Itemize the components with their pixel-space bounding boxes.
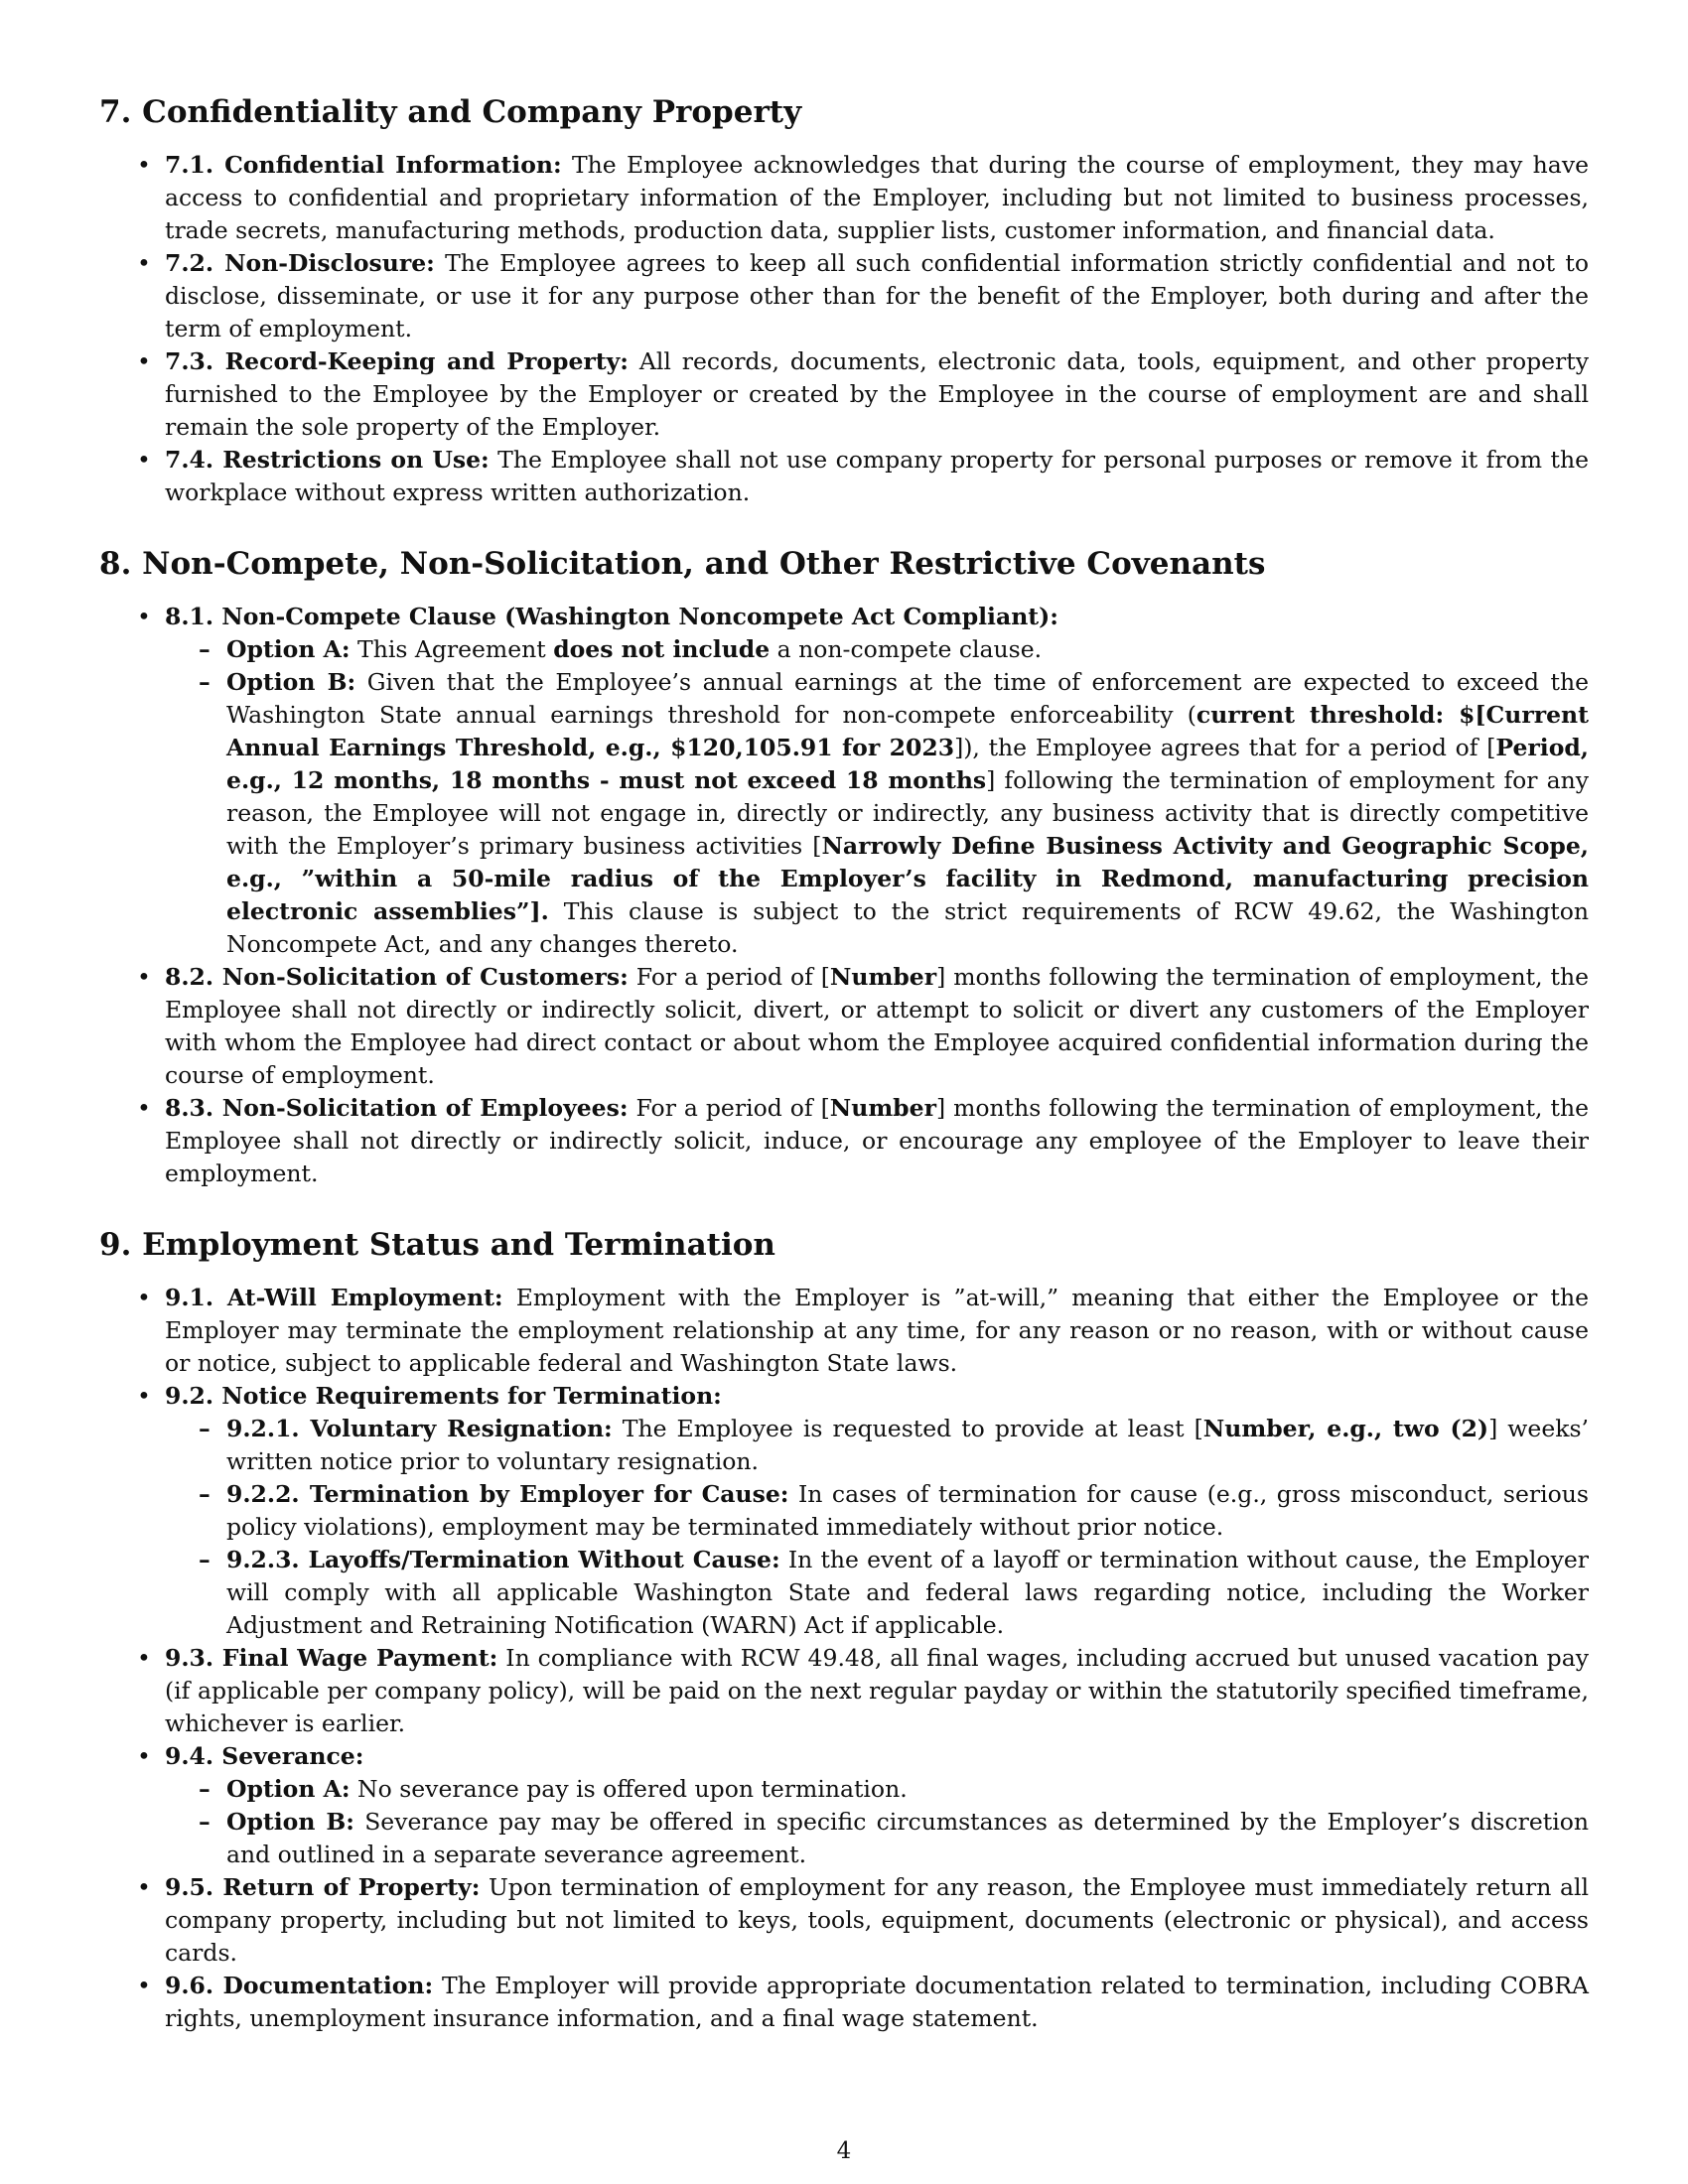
period-placeholder: Period, e.g., 12 months, 18 months - must not exceed 18 months — [226, 734, 1589, 794]
list-item — [99, 1970, 1589, 2035]
clause-9-4-label: 9.4. Severance: — [165, 1742, 364, 1770]
clause-9-2-2-label: 9.2.2. Termination by Employer for Cause: — [226, 1480, 789, 1508]
clause-9-5-label: 9.5. Return of Property: — [165, 1873, 481, 1901]
section-7-list — [99, 149, 1589, 509]
list-item — [99, 444, 1589, 509]
list-item — [99, 601, 1589, 961]
scope-placeholder: Narrowly Define Business Activity and Geographic Scope, e.g., ”within a 50-mile radius of the Employer’s facility in Redmond, manufacturing precision electronic assemblies”]. — [226, 832, 1589, 925]
sub-item — [165, 1413, 1589, 1478]
clause-9-2-1-text: The Employee is requested to provide at least [ — [612, 1415, 1203, 1442]
clause-8-1-options — [165, 633, 1589, 961]
option-a-label: Option A: — [226, 635, 351, 663]
list-item — [99, 1380, 1589, 1642]
clause-8-3-label: 8.3. Non-Solicitation of Employees: — [165, 1094, 629, 1122]
clause-9-1-text: Employment with the Employer is ”at-will,” meaning that either the Employee or the Employer may terminate the employment relationship at any time, for any reason or no reason, with or without cause or notice, subject to applicable federal and Washington State laws. — [165, 1284, 1589, 1377]
section-9-heading: 9. Employment Status and Termination — [99, 1227, 775, 1263]
clause-9-2-3-label: 9.2.3. Layoffs/Termination Without Cause: — [226, 1546, 780, 1573]
sub-item — [165, 1478, 1589, 1544]
clause-9-4-options — [165, 1773, 1589, 1871]
clause-9-1-label: 9.1. At-Will Employment: — [165, 1284, 503, 1311]
option-b — [165, 1806, 1589, 1871]
clause-9-3-label: 9.3. Final Wage Payment: — [165, 1644, 498, 1672]
list-item — [99, 149, 1589, 247]
option-b-text-4: This clause is subject to the strict requirements of RCW 49.62, the Washington Noncompete Act, and any changes thereto. — [226, 897, 1590, 958]
clause-7-4-label: 7.4. Restrictions on Use: — [165, 446, 490, 474]
section-7-heading: 7. Confidentiality and Company Property — [99, 94, 802, 130]
section-9-list — [99, 1282, 1589, 2035]
clause-9-2-2-text: In cases of termination for cause (e.g., gross misconduct, serious policy violations), employment may be terminated immediately without prior notice. — [226, 1480, 1589, 1541]
list-item — [99, 1642, 1589, 1740]
clause-9-5-text: Upon termination of employment for any reason, the Employee must immediately return all company property, including but not limited to keys, tools, equipment, documents (electronic or physical), and access cards. — [165, 1873, 1589, 1967]
clause-9-2-3-text: In the event of a layoff or termination without cause, the Employer will comply with all applicable Washington State and federal laws regarding notice, including the Worker Adjustment and Retraining Notification (WARN) Act if applicable. — [226, 1546, 1589, 1639]
section-8-list — [99, 601, 1589, 1190]
list-item — [99, 961, 1589, 1092]
clause-8-3-text-end: ] months following the termination of employment, the Employee shall not directly or indirectly solicit, induce, or encourage any employee of the Employer to leave their employment. — [165, 1094, 1589, 1187]
number-placeholder: Number — [829, 1094, 936, 1122]
option-b-text: Given that the Employee’s annual earnings at the time of enforcement are expected to exceed the Washington State annual earnings threshold for non-compete enforceability ( — [226, 668, 1589, 729]
option-b-text-3: ] following the termination of employment for any reason, the Employee will not engage in, directly or indirectly, any business activity that is directly competitive with the Employer’s primary business activities [ — [226, 766, 1590, 860]
clause-9-6-label: 9.6. Documentation: — [165, 1972, 434, 1999]
clause-7-3-label: 7.3. Record-Keeping and Property: — [165, 347, 629, 375]
clause-7-1-label: 7.1. Confidential Information: — [165, 151, 562, 179]
clause-9-3-text: In compliance with RCW 49.48, all final wages, including accrued but unused vacation pay (if applicable per company policy), will be paid on the next regular payday or within the statutorily specified timeframe, whichever is earlier. — [165, 1644, 1589, 1737]
clause-9-6-text: The Employer will provide appropriate documentation related to termination, including COBRA rights, unemployment insurance information, and a final wage statement. — [165, 1972, 1589, 2032]
clause-8-2-text: For a period of [ — [628, 963, 830, 991]
clause-8-2-label: 8.2. Non-Solicitation of Customers: — [165, 963, 629, 991]
clause-7-1-text: The Employee acknowledges that during the course of employment, they may have access to confidential and proprietary information of the Employer, including but not limited to business processes, trade secrets, manufacturing methods, production data, supplier lists, customer information, and financial data. — [165, 151, 1589, 244]
option-b-label: Option B: — [226, 668, 356, 696]
clause-9-2-label: 9.2. Notice Requirements for Termination: — [165, 1382, 722, 1410]
severance-option-b-label: Option B: — [226, 1808, 354, 1836]
clause-8-1-label: 8.1. Non-Compete Clause (Washington Noncompete Act Compliant): — [165, 603, 1058, 630]
list-item — [99, 1282, 1589, 1380]
clause-8-3-text: For a period of [ — [628, 1094, 830, 1122]
clause-9-2-1-label: 9.2.1. Voluntary Resignation: — [226, 1415, 613, 1442]
option-a-emphasis: does not include — [553, 635, 771, 663]
clause-8-2-text-end: ] months following the termination of employment, the Employee shall not directly or indirectly solicit, divert, or attempt to solicit or divert any customers of the Employer with whom the Employee had direct contact or about whom the Employee acquired confidential information during the course of employment. — [165, 963, 1589, 1089]
clause-9-2-1-text-end: ] weeks’ written notice prior to voluntary resignation. — [226, 1415, 1589, 1475]
option-a-text: This Agreement — [350, 635, 554, 663]
list-item — [99, 1740, 1589, 1871]
clause-9-2-sublist — [165, 1413, 1589, 1642]
number-placeholder: Number — [829, 963, 937, 991]
threshold-placeholder: current threshold: $[Current Annual Earnings Threshold, e.g., $120,105.91 for 2023 — [226, 701, 1589, 761]
clause-7-2-text: The Employee agrees to keep all such confidential information strictly confidential and not to disclose, disseminate, or use it for any purpose other than for the benefit of the Employer, both during and after the term of employment. — [165, 249, 1589, 342]
list-item — [99, 247, 1589, 345]
sub-item — [165, 1544, 1589, 1642]
severance-option-a-label: Option A: — [226, 1775, 351, 1803]
clause-7-3-text: All records, documents, electronic data, tools, equipment, and other property furnished to the Employee by the Employer or created by the Employee in the course of employment are and shall remain the sole property of the Employer. — [165, 347, 1589, 441]
list-item — [99, 1092, 1589, 1190]
option-b-text-2: ]), the Employee agrees that for a period of [ — [954, 734, 1496, 761]
document-page — [99, 91, 1589, 2035]
weeks-placeholder: Number, e.g., two (2) — [1202, 1415, 1489, 1442]
option-a-text-end: a non-compete clause. — [770, 635, 1043, 663]
list-item — [99, 1871, 1589, 1970]
clause-7-2-label: 7.2. Non-Disclosure: — [165, 249, 435, 277]
option-b — [165, 666, 1589, 961]
severance-option-a-text: No severance pay is offered upon termination. — [350, 1775, 908, 1803]
severance-option-b-text: Severance pay may be offered in specific circumstances as determined by the Employer’s discretion and outlined in a separate severance agreement. — [226, 1808, 1589, 1868]
option-a — [165, 633, 1589, 666]
option-a — [165, 1773, 1589, 1806]
clause-7-4-text: The Employee shall not use company property for personal purposes or remove it from the workplace without express written authorization. — [165, 446, 1589, 506]
section-8-heading: 8. Non-Compete, Non-Solicitation, and Other Restrictive Covenants — [99, 546, 1266, 582]
list-item — [99, 345, 1589, 444]
page-number: 4 — [836, 2138, 852, 2164]
